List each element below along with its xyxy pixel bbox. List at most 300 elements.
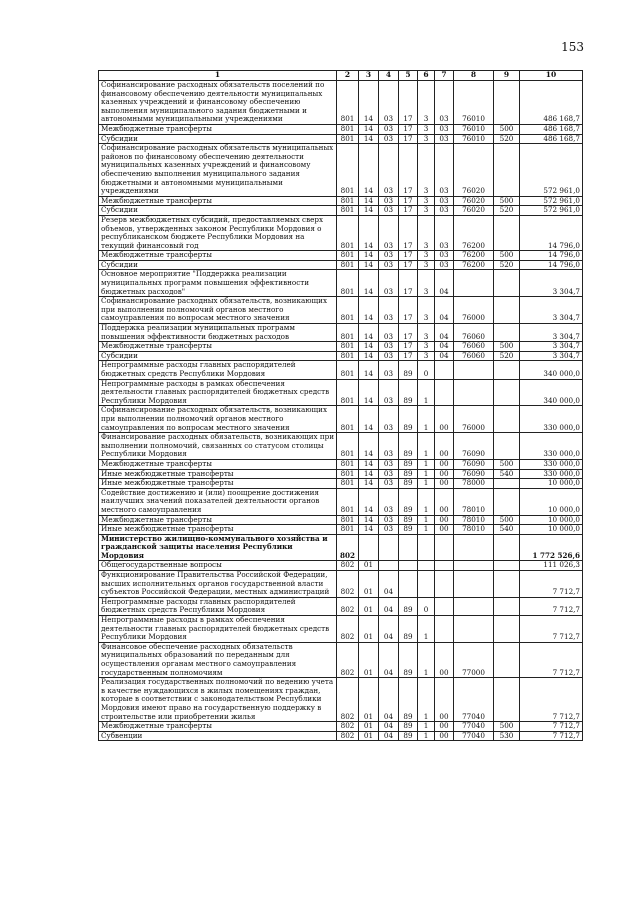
table-row [99, 270, 583, 297]
row-code-section [359, 534, 379, 561]
row-name: Функционирование Правительства Российской Федерации, высших исполнительных органов государственной власти субъектов Российской Федерации, местных администраций [99, 571, 337, 598]
row-name: Непрограммные расходы в рамках обеспечения деятельности главных распорядителей бюджетных средств Республики Мордовия [99, 379, 337, 406]
row-code-ministry: 801 [337, 488, 359, 515]
header-col-9: 9 [494, 71, 520, 81]
row-name: Общегосударственные вопросы [99, 561, 337, 571]
row-code-subprogram: 0 [418, 361, 435, 379]
row-code-ministry: 801 [337, 251, 359, 261]
row-code-subsection [379, 534, 399, 561]
row-code-expense-type [494, 561, 520, 571]
row-amount: 14 796,0 [520, 215, 583, 250]
row-code-ministry: 802 [337, 561, 359, 571]
row-code-subsection: 03 [379, 251, 399, 261]
row-code-section: 14 [359, 479, 379, 489]
row-code-direction: 76060 [454, 342, 494, 352]
table-row [99, 406, 583, 433]
row-code-section: 14 [359, 342, 379, 352]
row-code-program: 89 [399, 479, 418, 489]
row-code-section: 14 [359, 525, 379, 535]
row-amount: 14 796,0 [520, 251, 583, 261]
row-code-section: 01 [359, 561, 379, 571]
row-code-ministry: 802 [337, 571, 359, 598]
row-code-direction: 76020 [454, 206, 494, 216]
row-code-direction: 76200 [454, 251, 494, 261]
header-col-7: 7 [435, 71, 454, 81]
row-code-subsection: 03 [379, 525, 399, 535]
row-name: Финансовое обеспечение расходных обязательств муниципальных образований по переданным для осуществления органам местного самоуправления государственным полномочиям [99, 642, 337, 677]
row-code-section: 01 [359, 678, 379, 722]
row-code-expense-type [494, 379, 520, 406]
table-row [99, 124, 583, 134]
row-code-expense-type: 500 [494, 722, 520, 732]
row-code-expense-type [494, 144, 520, 197]
table-row [99, 561, 583, 571]
row-code-program: 89 [399, 379, 418, 406]
row-code-direction [454, 571, 494, 598]
row-name: Межбюджетные трансферты [99, 515, 337, 525]
row-code-event: 04 [435, 342, 454, 352]
row-code-section: 01 [359, 731, 379, 741]
row-code-expense-type [494, 534, 520, 561]
row-code-ministry: 802 [337, 678, 359, 722]
row-code-ministry: 801 [337, 515, 359, 525]
row-code-event: 00 [435, 479, 454, 489]
row-code-subprogram: 3 [418, 297, 435, 324]
row-code-expense-type [494, 571, 520, 598]
table-row [99, 722, 583, 732]
row-code-direction: 76060 [454, 324, 494, 342]
row-code-event [435, 571, 454, 598]
row-code-event: 04 [435, 297, 454, 324]
row-code-event: 00 [435, 678, 454, 722]
row-code-expense-type: 500 [494, 515, 520, 525]
row-code-program: 89 [399, 731, 418, 741]
row-amount: 330 000,0 [520, 433, 583, 460]
row-code-subsection: 03 [379, 134, 399, 144]
row-code-expense-type: 540 [494, 525, 520, 535]
row-code-ministry: 801 [337, 134, 359, 144]
row-name: Поддержка реализации муниципальных программ повышения эффективности бюджетных расходов [99, 324, 337, 342]
table-row [99, 597, 583, 615]
row-amount: 486 168,7 [520, 124, 583, 134]
row-code-direction: 76020 [454, 196, 494, 206]
table-body [99, 81, 583, 741]
table-row [99, 196, 583, 206]
row-code-section: 14 [359, 488, 379, 515]
row-code-ministry: 801 [337, 469, 359, 479]
row-code-ministry: 801 [337, 260, 359, 270]
row-amount: 10 000,0 [520, 525, 583, 535]
row-code-section: 01 [359, 616, 379, 643]
row-code-program: 89 [399, 678, 418, 722]
row-code-subprogram: 1 [418, 642, 435, 677]
row-amount: 10 000,0 [520, 488, 583, 515]
row-code-expense-type [494, 215, 520, 250]
row-code-direction: 76000 [454, 297, 494, 324]
row-code-ministry: 801 [337, 379, 359, 406]
row-code-subprogram [418, 534, 435, 561]
row-code-section: 01 [359, 642, 379, 677]
row-code-section: 14 [359, 260, 379, 270]
row-code-expense-type: 520 [494, 206, 520, 216]
row-code-ministry: 801 [337, 351, 359, 361]
row-code-expense-type [494, 361, 520, 379]
row-code-section: 14 [359, 251, 379, 261]
row-code-subprogram: 3 [418, 351, 435, 361]
table-row [99, 206, 583, 216]
table-row [99, 260, 583, 270]
row-code-section: 14 [359, 206, 379, 216]
row-code-event: 03 [435, 196, 454, 206]
row-code-subsection: 03 [379, 361, 399, 379]
row-name: Финансирование расходных обязательств, возникающих при выполнении полномочий, связанных со статусом столицы Республики Мордовия [99, 433, 337, 460]
row-code-direction [454, 379, 494, 406]
table-row [99, 81, 583, 125]
row-code-program: 17 [399, 215, 418, 250]
row-code-subsection: 03 [379, 324, 399, 342]
row-name: Резерв межбюджетных субсидий, предоставляемых сверх объемов, утвержденных законом Республики Мордовия о республиканском бюджете Республики Мордовия на текущий финансовый год [99, 215, 337, 250]
table-row [99, 342, 583, 352]
table-row [99, 361, 583, 379]
row-code-expense-type [494, 433, 520, 460]
row-code-section: 01 [359, 722, 379, 732]
row-code-event: 00 [435, 722, 454, 732]
row-name: Субсидии [99, 351, 337, 361]
row-code-direction: 76010 [454, 124, 494, 134]
row-code-subprogram: 1 [418, 525, 435, 535]
row-code-expense-type: 540 [494, 469, 520, 479]
row-code-event: 03 [435, 260, 454, 270]
row-amount: 7 712,7 [520, 616, 583, 643]
row-code-subsection: 03 [379, 488, 399, 515]
row-name: Субсидии [99, 134, 337, 144]
row-code-subsection: 04 [379, 616, 399, 643]
row-name: Межбюджетные трансферты [99, 722, 337, 732]
row-code-subsection: 04 [379, 722, 399, 732]
row-code-expense-type: 500 [494, 196, 520, 206]
row-code-subprogram: 1 [418, 479, 435, 489]
row-code-expense-type: 500 [494, 124, 520, 134]
row-code-event: 00 [435, 433, 454, 460]
row-code-event: 03 [435, 124, 454, 134]
header-col-10: 10 [520, 71, 583, 81]
row-name: Иные межбюджетные трансферты [99, 479, 337, 489]
row-code-direction: 78000 [454, 479, 494, 489]
row-code-program: 17 [399, 144, 418, 197]
row-code-subsection: 03 [379, 469, 399, 479]
row-code-expense-type: 500 [494, 251, 520, 261]
row-code-program: 89 [399, 515, 418, 525]
header-col-4: 4 [379, 71, 399, 81]
row-code-subsection: 03 [379, 124, 399, 134]
row-amount: 572 961,0 [520, 206, 583, 216]
row-code-event [435, 379, 454, 406]
row-code-program: 89 [399, 488, 418, 515]
row-code-section: 14 [359, 297, 379, 324]
row-amount: 486 168,7 [520, 81, 583, 125]
row-amount: 486 168,7 [520, 134, 583, 144]
row-code-subprogram: 1 [418, 379, 435, 406]
header-col-1: 1 [99, 71, 337, 81]
row-code-section: 14 [359, 270, 379, 297]
table-row [99, 324, 583, 342]
row-code-expense-type: 520 [494, 134, 520, 144]
row-code-ministry: 801 [337, 433, 359, 460]
row-code-program: 17 [399, 342, 418, 352]
row-code-subsection: 03 [379, 215, 399, 250]
row-code-direction: 78010 [454, 488, 494, 515]
row-code-program: 89 [399, 433, 418, 460]
row-code-subsection: 03 [379, 342, 399, 352]
row-code-subprogram: 1 [418, 469, 435, 479]
header-col-3: 3 [359, 71, 379, 81]
row-code-subprogram: 3 [418, 206, 435, 216]
row-code-direction [454, 597, 494, 615]
row-code-event: 03 [435, 206, 454, 216]
row-code-subprogram: 1 [418, 488, 435, 515]
row-name: Межбюджетные трансферты [99, 124, 337, 134]
row-code-subprogram: 3 [418, 134, 435, 144]
budget-table [98, 70, 583, 741]
row-code-direction [454, 534, 494, 561]
table-row [99, 351, 583, 361]
row-code-section: 14 [359, 433, 379, 460]
row-code-subprogram: 3 [418, 215, 435, 250]
row-amount: 340 000,0 [520, 361, 583, 379]
row-name: Реализация государственных полномочий по ведению учета в качестве нуждающихся в жилых помещениях граждан, которые в соответствии с законодательством Республики Мордовия имеют право на государственную поддержку в строительстве или приобретении жилья [99, 678, 337, 722]
row-amount: 7 712,7 [520, 731, 583, 741]
table-row [99, 731, 583, 741]
table-row [99, 479, 583, 489]
row-code-section: 14 [359, 124, 379, 134]
table-row [99, 678, 583, 722]
table-row [99, 433, 583, 460]
row-code-program: 17 [399, 251, 418, 261]
row-code-ministry: 802 [337, 597, 359, 615]
row-name: Министерство жилищно-коммунального хозяйства и гражданской защиты населения Республики Мордовия [99, 534, 337, 561]
row-code-subprogram: 1 [418, 406, 435, 433]
row-code-event: 04 [435, 270, 454, 297]
row-code-program: 17 [399, 324, 418, 342]
row-code-expense-type [494, 406, 520, 433]
row-code-direction [454, 270, 494, 297]
row-code-subprogram: 3 [418, 196, 435, 206]
row-code-expense-type [494, 270, 520, 297]
header-col-5: 5 [399, 71, 418, 81]
row-code-event: 00 [435, 731, 454, 741]
row-amount: 1 772 526,6 [520, 534, 583, 561]
table-row [99, 534, 583, 561]
row-code-expense-type [494, 324, 520, 342]
row-name: Непрограммные расходы главных распорядителей бюджетных средств Республики Мордовия [99, 597, 337, 615]
row-code-ministry: 801 [337, 215, 359, 250]
row-code-event [435, 561, 454, 571]
row-code-event [435, 597, 454, 615]
row-code-event: 00 [435, 406, 454, 433]
row-code-subprogram: 1 [418, 515, 435, 525]
row-code-ministry: 801 [337, 525, 359, 535]
row-code-event: 04 [435, 324, 454, 342]
row-code-direction: 76000 [454, 406, 494, 433]
row-code-direction: 76020 [454, 144, 494, 197]
row-name: Субсидии [99, 260, 337, 270]
row-code-ministry: 801 [337, 479, 359, 489]
row-code-ministry: 801 [337, 81, 359, 125]
row-amount: 7 712,7 [520, 597, 583, 615]
row-code-expense-type: 530 [494, 731, 520, 741]
row-code-event: 03 [435, 81, 454, 125]
row-code-ministry: 801 [337, 144, 359, 197]
row-code-subsection: 04 [379, 678, 399, 722]
row-code-expense-type [494, 488, 520, 515]
row-code-program: 17 [399, 196, 418, 206]
row-code-subprogram: 1 [418, 722, 435, 732]
row-code-ministry: 801 [337, 406, 359, 433]
row-name: Софинансирование расходных обязательств муниципальных районов по финансовому обеспечению деятельности муниципальных казенных учреждений и финансовому обеспечению выполнения муниципального задания бюджетными и автономными муниципальными учреждениями [99, 144, 337, 197]
row-name: Софинансирование расходных обязательств поселений по финансовому обеспечению деятельности муниципальных казенных учреждений и финансовому обеспечению выполнения муниципального задания бюджетными и автономными муниципальными учреждениями [99, 81, 337, 125]
row-code-ministry: 802 [337, 722, 359, 732]
row-code-expense-type: 520 [494, 351, 520, 361]
table-row [99, 134, 583, 144]
row-code-event: 00 [435, 642, 454, 677]
table-row [99, 571, 583, 598]
row-code-direction: 76010 [454, 81, 494, 125]
row-name: Основное мероприятие "Поддержка реализации муниципальных программ повышения эффективности бюджетных расходов" [99, 270, 337, 297]
row-code-section: 14 [359, 134, 379, 144]
row-name: Межбюджетные трансферты [99, 342, 337, 352]
row-code-program: 89 [399, 616, 418, 643]
row-amount: 111 026,3 [520, 561, 583, 571]
table-row [99, 515, 583, 525]
row-amount: 7 712,7 [520, 678, 583, 722]
row-code-expense-type [494, 597, 520, 615]
row-code-ministry: 801 [337, 459, 359, 469]
page-number: 153 [561, 40, 584, 54]
row-code-section: 14 [359, 215, 379, 250]
row-name: Субвенции [99, 731, 337, 741]
row-amount: 330 000,0 [520, 459, 583, 469]
row-amount: 7 712,7 [520, 722, 583, 732]
row-code-ministry: 801 [337, 324, 359, 342]
row-code-ministry: 802 [337, 534, 359, 561]
row-code-event: 00 [435, 469, 454, 479]
row-code-subsection: 03 [379, 260, 399, 270]
row-code-program: 89 [399, 642, 418, 677]
header-col-6: 6 [418, 71, 435, 81]
row-amount: 572 961,0 [520, 196, 583, 206]
row-code-direction: 76060 [454, 351, 494, 361]
row-code-section: 14 [359, 361, 379, 379]
row-code-direction [454, 616, 494, 643]
row-code-event: 00 [435, 525, 454, 535]
header-row [99, 71, 583, 81]
row-code-section: 14 [359, 144, 379, 197]
row-code-ministry: 801 [337, 270, 359, 297]
row-code-subprogram: 1 [418, 433, 435, 460]
row-code-ministry: 801 [337, 342, 359, 352]
row-code-program [399, 571, 418, 598]
row-code-expense-type [494, 642, 520, 677]
row-code-section: 01 [359, 571, 379, 598]
row-code-subsection: 04 [379, 597, 399, 615]
row-code-subprogram: 0 [418, 597, 435, 615]
row-code-program: 89 [399, 525, 418, 535]
row-amount: 330 000,0 [520, 469, 583, 479]
table-row [99, 469, 583, 479]
row-code-expense-type [494, 479, 520, 489]
table-row [99, 215, 583, 250]
row-code-program: 89 [399, 361, 418, 379]
row-code-program: 17 [399, 270, 418, 297]
row-code-event [435, 616, 454, 643]
row-code-direction: 76010 [454, 134, 494, 144]
row-amount: 3 304,7 [520, 297, 583, 324]
row-name: Межбюджетные трансферты [99, 196, 337, 206]
row-name: Софинансирование расходных обязательств, возникающих при выполнении полномочий органов местного самоуправления по вопросам местного значения [99, 406, 337, 433]
row-code-event: 03 [435, 144, 454, 197]
row-code-subsection: 03 [379, 206, 399, 216]
row-code-subprogram [418, 561, 435, 571]
row-amount: 3 304,7 [520, 342, 583, 352]
row-code-direction: 77040 [454, 722, 494, 732]
row-code-program: 89 [399, 722, 418, 732]
row-code-expense-type [494, 297, 520, 324]
row-code-program: 89 [399, 469, 418, 479]
row-amount: 330 000,0 [520, 406, 583, 433]
row-code-event: 03 [435, 215, 454, 250]
row-code-program: 17 [399, 81, 418, 125]
row-code-expense-type [494, 616, 520, 643]
row-code-event [435, 534, 454, 561]
row-name: Софинансирование расходных обязательств, возникающих при выполнении полномочий органов местного самоуправления по вопросам местного значения [99, 297, 337, 324]
table-row [99, 488, 583, 515]
row-code-subsection: 03 [379, 479, 399, 489]
row-code-program: 17 [399, 206, 418, 216]
row-code-direction: 76200 [454, 260, 494, 270]
table-row [99, 251, 583, 261]
row-code-subsection: 03 [379, 515, 399, 525]
row-code-section: 14 [359, 406, 379, 433]
row-code-direction: 76090 [454, 459, 494, 469]
row-code-ministry: 802 [337, 731, 359, 741]
header-col-2: 2 [337, 71, 359, 81]
row-name: Содействие достижению и (или) поощрение достижения наилучших значений показателей деятельности органов местного самоуправления [99, 488, 337, 515]
row-code-subprogram: 3 [418, 144, 435, 197]
table-row [99, 525, 583, 535]
row-code-subsection: 03 [379, 459, 399, 469]
row-code-event: 03 [435, 251, 454, 261]
row-code-subsection: 04 [379, 731, 399, 741]
row-amount: 3 304,7 [520, 324, 583, 342]
table-row [99, 459, 583, 469]
row-code-event: 03 [435, 134, 454, 144]
row-code-subsection [379, 561, 399, 571]
row-code-program: 17 [399, 124, 418, 134]
row-code-program: 17 [399, 134, 418, 144]
row-code-subprogram: 3 [418, 124, 435, 134]
row-code-section: 14 [359, 81, 379, 125]
row-code-expense-type: 500 [494, 342, 520, 352]
row-code-program [399, 534, 418, 561]
table-row [99, 616, 583, 643]
row-amount: 340 000,0 [520, 379, 583, 406]
row-code-subprogram: 1 [418, 459, 435, 469]
row-code-ministry: 801 [337, 297, 359, 324]
row-code-direction: 76200 [454, 215, 494, 250]
row-code-event: 04 [435, 351, 454, 361]
row-code-ministry: 801 [337, 206, 359, 216]
row-code-direction: 77040 [454, 731, 494, 741]
